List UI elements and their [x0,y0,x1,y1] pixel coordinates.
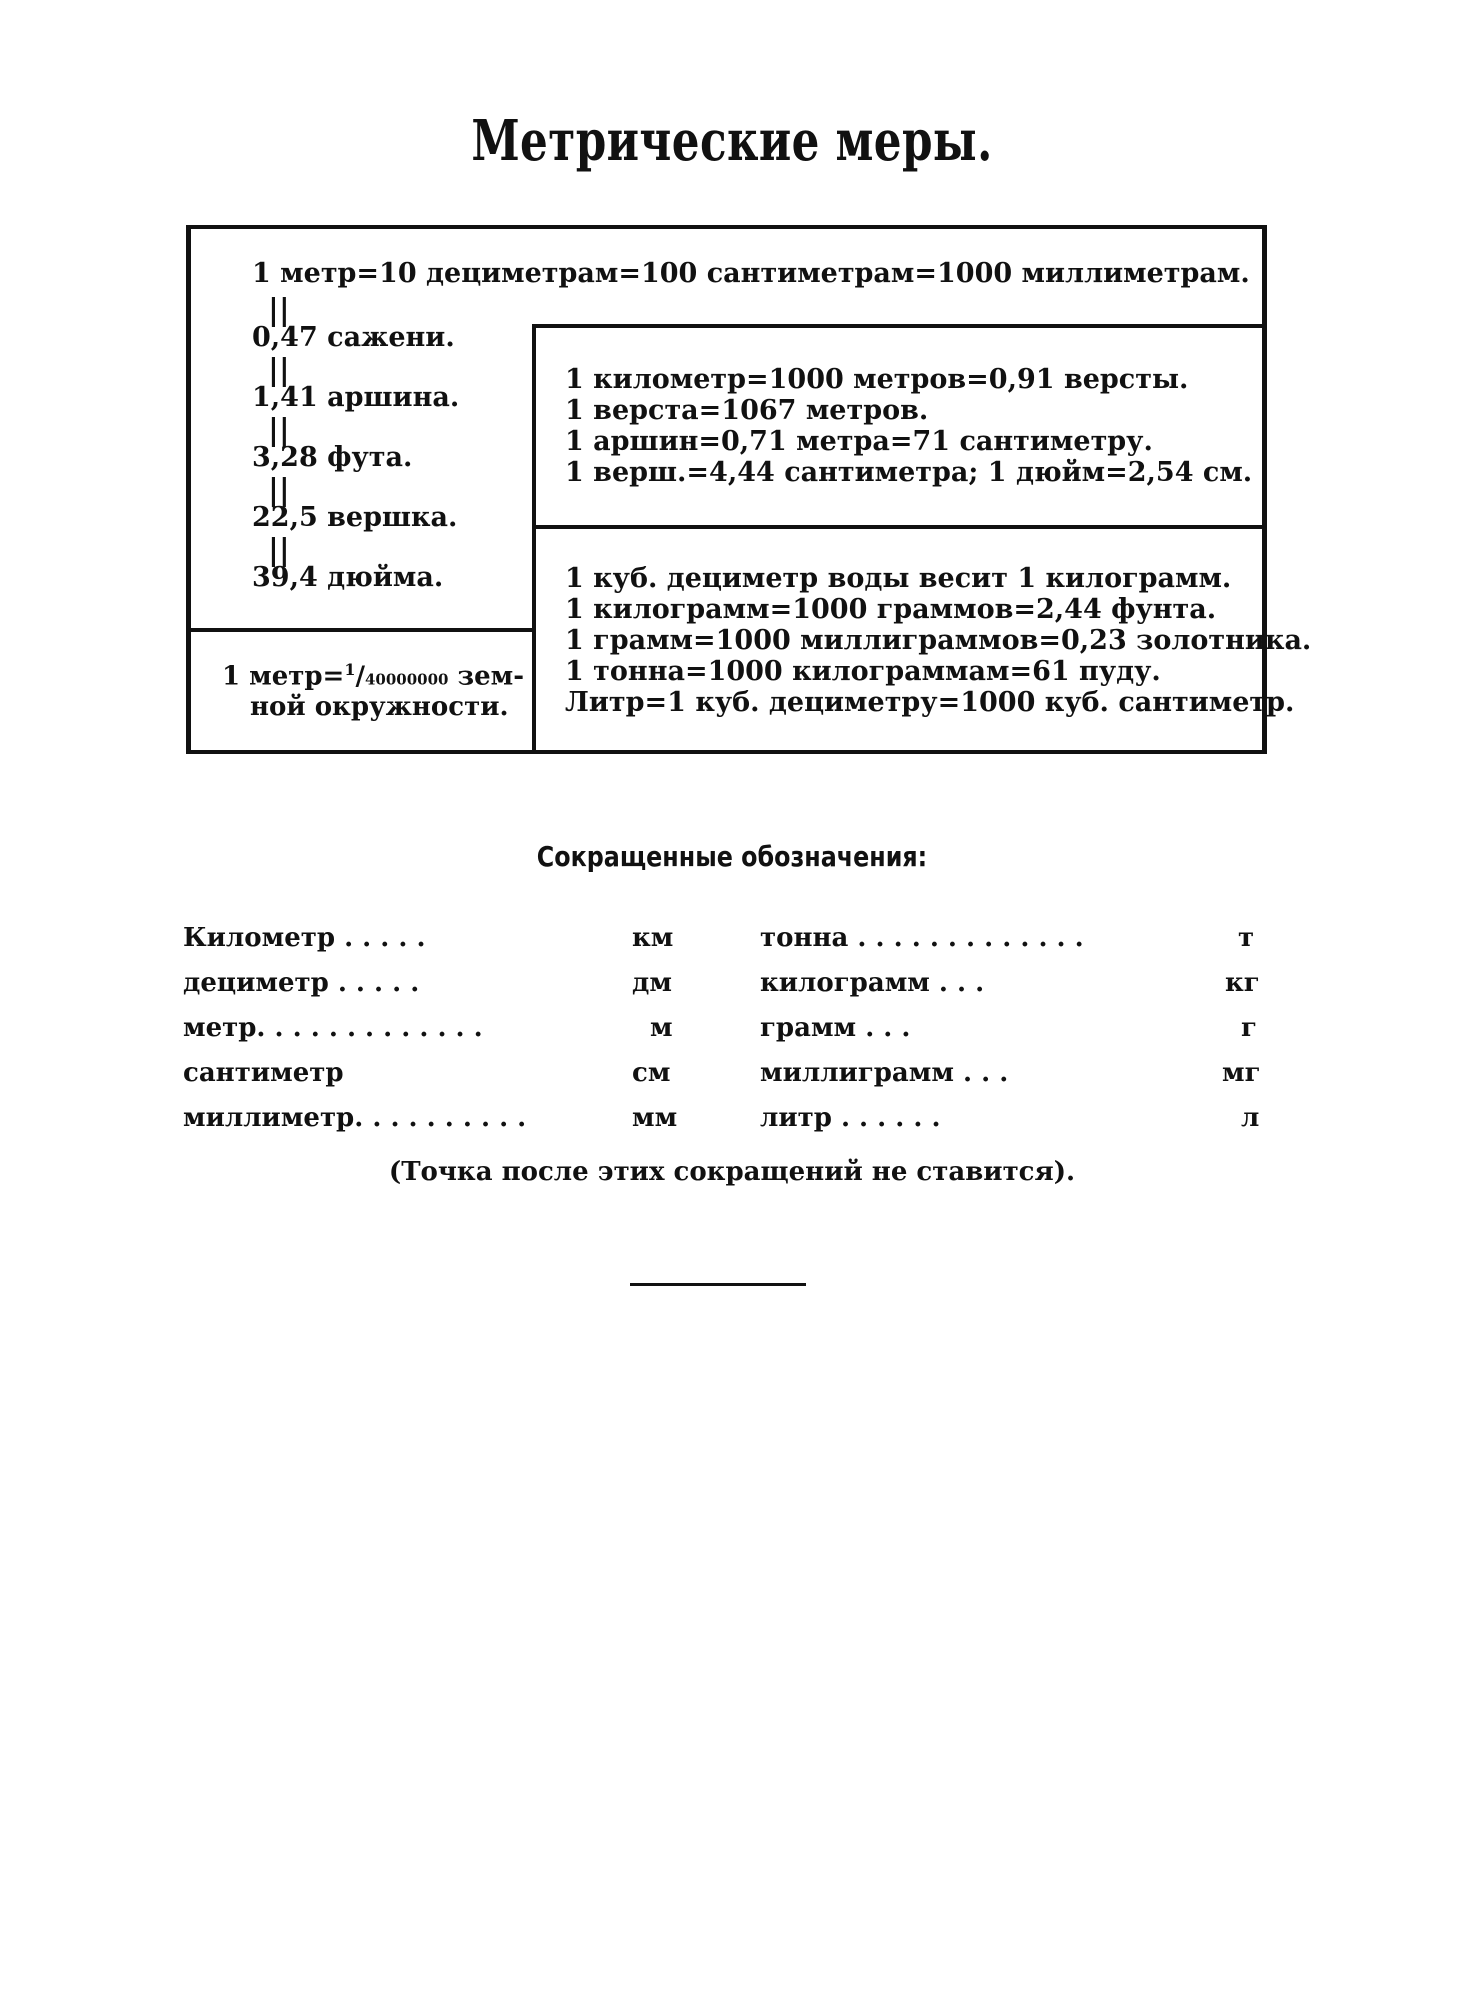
fraction-numerator: 1 [344,660,356,679]
abbr-leader: . . . . . . . . . . . . . [256,1013,483,1043]
abbr-short: кг [1225,968,1260,998]
abbr-short: л [1241,1103,1260,1133]
list-item [760,1103,941,1133]
list-item [760,1058,1008,1088]
length-line: 1 верста=1067 метров. [565,395,929,426]
page-title: Метрические меры. [471,108,993,174]
list-item [183,1103,526,1133]
abbr-word: метр [183,1013,257,1043]
equals-bar: || [268,293,290,328]
list-item [183,923,426,953]
list-item [183,1058,344,1088]
equivalent-item: 1,41 аршина. [252,382,460,413]
list-item [760,1013,910,1043]
table-left-border [186,225,191,754]
list-item [183,1013,483,1043]
equals-bar: || [268,533,290,568]
abbr-short: мм [632,1103,678,1133]
table-top-divider [532,324,1266,328]
meridian-note-text: 1 метр= [222,661,345,692]
abbr-short: м [650,1013,673,1043]
abbr-word: литр [760,1103,832,1133]
abbr-short: г [1241,1013,1257,1043]
meridian-note-line-1 [222,660,524,692]
weight-line: 1 грамм=1000 миллиграммов=0,23 золотника. [565,625,1312,656]
abbr-leader: . . . . . . [831,1103,941,1133]
list-item [760,968,984,998]
meridian-note-text: зем- [448,661,525,692]
abbr-short: км [632,923,674,953]
closing-rule [630,1283,806,1286]
abbr-leader: . . . . . . . . . . [354,1103,527,1133]
weight-line: Литр=1 куб. дециметру=1000 куб. сантиметр. [565,687,1295,718]
table-bottom-border [188,750,1266,754]
abbr-short: дм [632,968,672,998]
abbr-word: килограмм [760,968,930,998]
table-left-divider [188,628,534,632]
length-line: 1 верш.=4,44 сантиметра; 1 дюйм=2,54 см. [565,457,1253,488]
abbr-word: Километр [183,923,336,953]
length-line: 1 аршин=0,71 метра=71 сантиметру. [565,426,1153,457]
abbreviations-note: (Точка после этих сокращений не ставится). [388,1157,1076,1187]
weight-line: 1 тонна=1000 килограммам=61 пуду. [565,656,1161,687]
abbr-word: тонна [760,923,849,953]
table-middle-divider [535,525,1266,529]
abbr-leader: . . . . . [328,968,420,998]
equals-bar: || [268,473,290,508]
fraction-denominator: 40000000 [365,670,449,689]
metre-definition: 1 метр=10 дециметрам=100 сантиметрам=1000 миллиметрам. [252,258,1250,289]
abbr-word: миллиграмм [760,1058,954,1088]
table-inner-vertical [532,324,536,754]
abbreviations-heading: Сокращенные обозначения: [536,840,928,873]
list-item [183,968,419,998]
list-item [760,923,1084,953]
abbr-word: дециметр [183,968,329,998]
abbr-leader: . . . [953,1058,1009,1088]
length-line: 1 километр=1000 метров=0,91 версты. [565,364,1189,395]
abbr-leader: . . . . . . . . . . . . . [848,923,1084,953]
abbr-leader: . . . . . [335,923,426,953]
abbr-short: мг [1222,1058,1261,1088]
table-right-border [1262,225,1267,754]
weight-line: 1 куб. дециметр воды весит 1 килограмм. [565,563,1232,594]
fraction-slash: / [355,661,365,692]
meridian-note-line-2: ной окружности. [250,692,509,722]
equivalent-item: 0,47 сажени. [252,322,455,353]
abbr-short: т [1238,923,1255,953]
equivalent-item: 22,5 вершка. [252,502,458,533]
abbr-word: миллиметр [183,1103,355,1133]
equals-bar: || [268,353,290,388]
weight-line: 1 килограмм=1000 граммов=2,44 фунта. [565,594,1217,625]
abbr-word: сантиметр [183,1058,344,1088]
abbr-word: грамм [760,1013,857,1043]
equals-bar: || [268,413,290,448]
table-top-border [188,225,1266,229]
abbr-leader: . . . [856,1013,911,1043]
equivalent-item: 3,28 фута. [252,442,413,473]
abbr-short: см [632,1058,671,1088]
equivalent-item: 39,4 дюйма. [252,562,444,593]
abbr-leader: . . . [929,968,985,998]
